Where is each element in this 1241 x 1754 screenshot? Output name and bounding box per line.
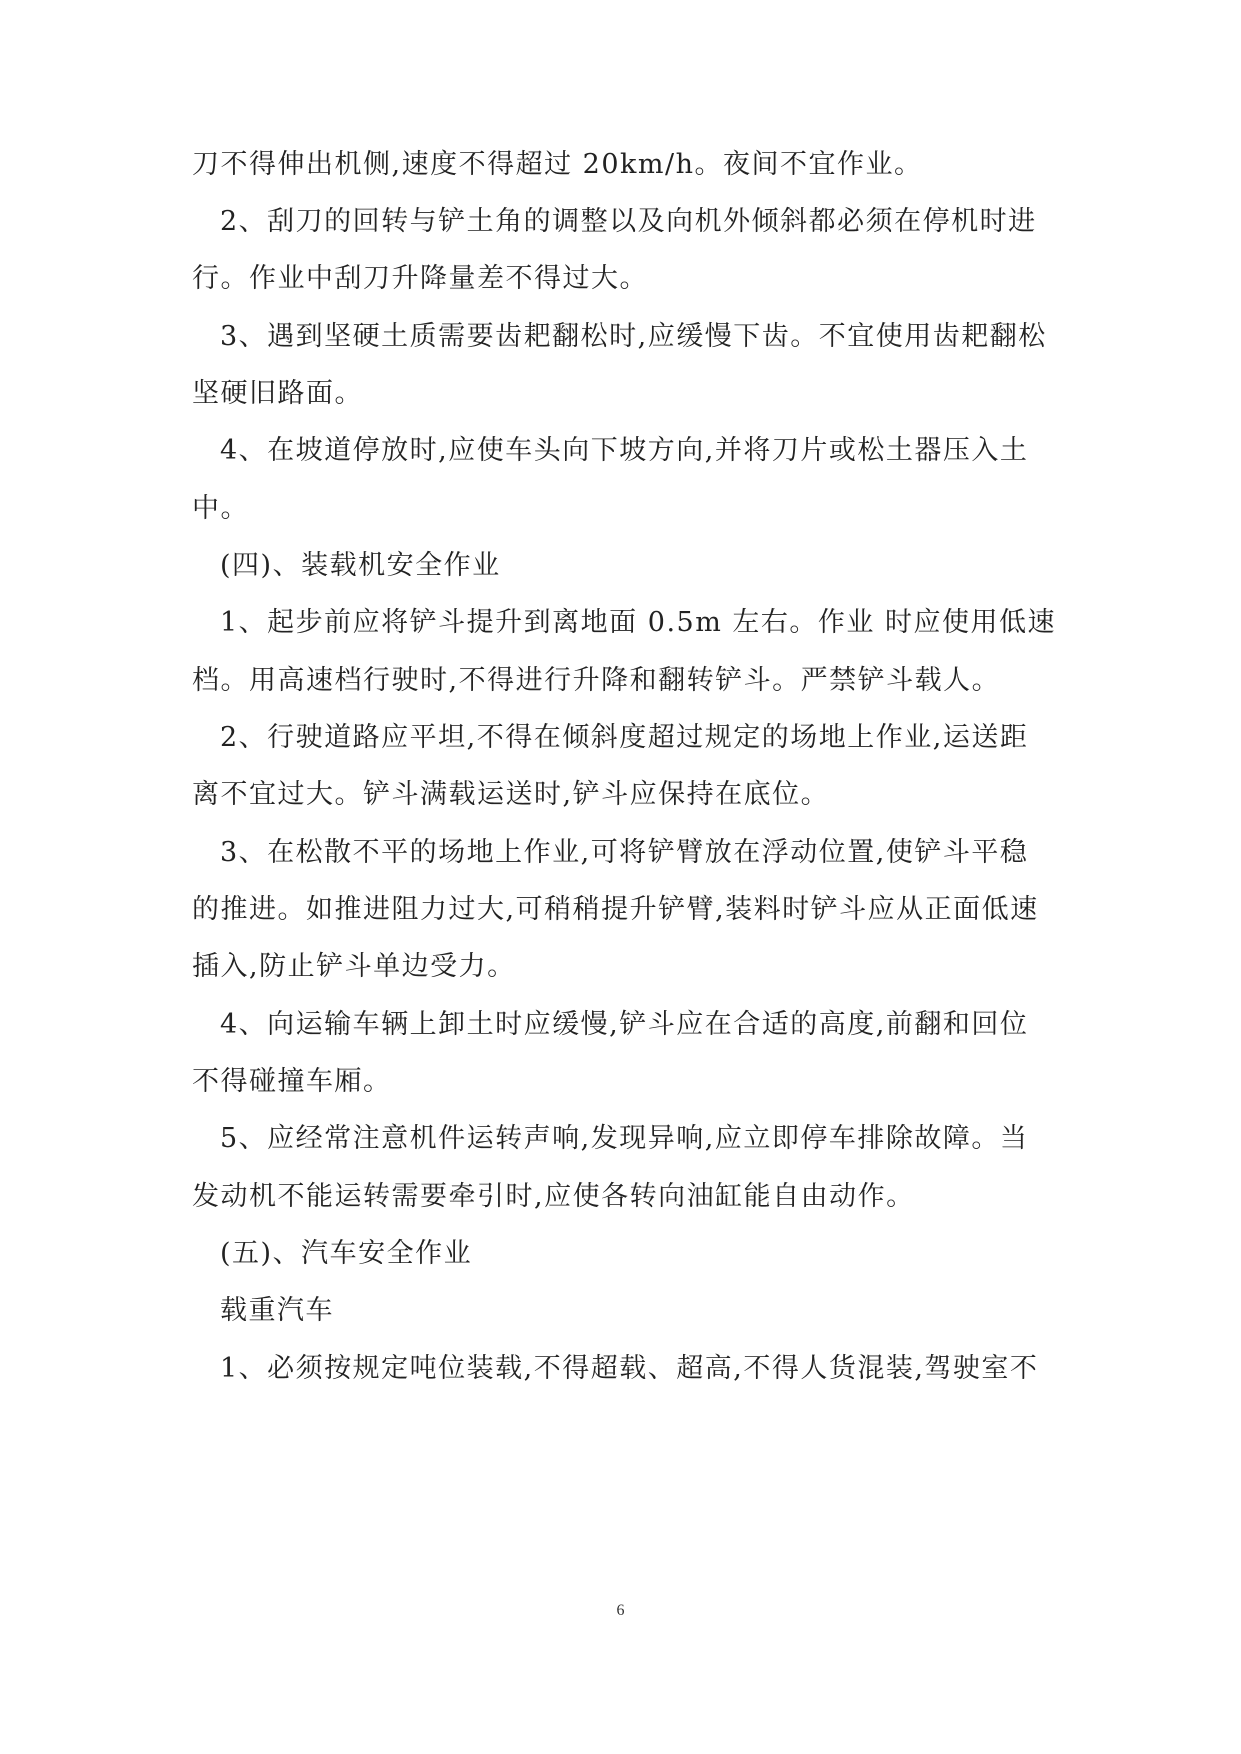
subsection-heading: 载重汽车 bbox=[220, 1295, 334, 1326]
text-line: 2、行驶道路应平坦,不得在倾斜度超过规定的场地上作业,运送距 bbox=[220, 722, 1029, 753]
text-line: 中。 bbox=[192, 493, 249, 524]
text-line: 发动机不能运转需要牵引时,应使各转向油缸能自由动作。 bbox=[192, 1181, 915, 1212]
text-line: 坚硬旧路面。 bbox=[192, 378, 363, 409]
text-line: 刀不得伸出机侧,速度不得超过 20km/h。夜间不宜作业。 bbox=[192, 149, 923, 180]
text-line: 3、在松散不平的场地上作业,可将铲臂放在浮动位置,使铲斗平稳 bbox=[220, 837, 1029, 868]
text-line: 5、应经常注意机件运转声响,发现异响,应立即停车排除故障。当 bbox=[220, 1123, 1029, 1154]
page-number: 6 bbox=[616, 1602, 625, 1619]
section-heading: (五)、汽车安全作业 bbox=[220, 1238, 473, 1269]
text-line: 3、遇到坚硬土质需要齿耙翻松时,应缓慢下齿。不宜使用齿耙翻松 bbox=[220, 321, 1047, 352]
text-line: 1、必须按规定吨位装载,不得超载、超高,不得人货混装,驾驶室不 bbox=[220, 1353, 1039, 1384]
text-line: 插入,防止铲斗单边受力。 bbox=[192, 951, 516, 982]
text-line: 的推进。如推进阻力过大,可稍稍提升铲臂,装料时铲斗应从正面低速 bbox=[192, 894, 1039, 925]
text-line: 行。作业中刮刀升降量差不得过大。 bbox=[192, 263, 648, 294]
text-line: 不得碰撞车厢。 bbox=[192, 1066, 392, 1097]
text-line: 1、起步前应将铲斗提升到离地面 0.5m 左右。作业 时应使用低速 bbox=[220, 607, 1056, 638]
text-line: 4、在坡道停放时,应使车头向下坡方向,并将刀片或松土器压入土 bbox=[220, 435, 1029, 466]
section-heading: (四)、装载机安全作业 bbox=[220, 550, 501, 581]
text-line: 2、刮刀的回转与铲土角的调整以及向机外倾斜都必须在停机时进 bbox=[220, 206, 1037, 237]
text-line: 档。用高速档行驶时,不得进行升降和翻转铲斗。严禁铲斗载人。 bbox=[192, 665, 1001, 696]
text-line: 4、向运输车辆上卸土时应缓慢,铲斗应在合适的高度,前翻和回位 bbox=[220, 1009, 1029, 1040]
text-line: 离不宜过大。铲斗满载运送时,铲斗应保持在底位。 bbox=[192, 779, 830, 810]
